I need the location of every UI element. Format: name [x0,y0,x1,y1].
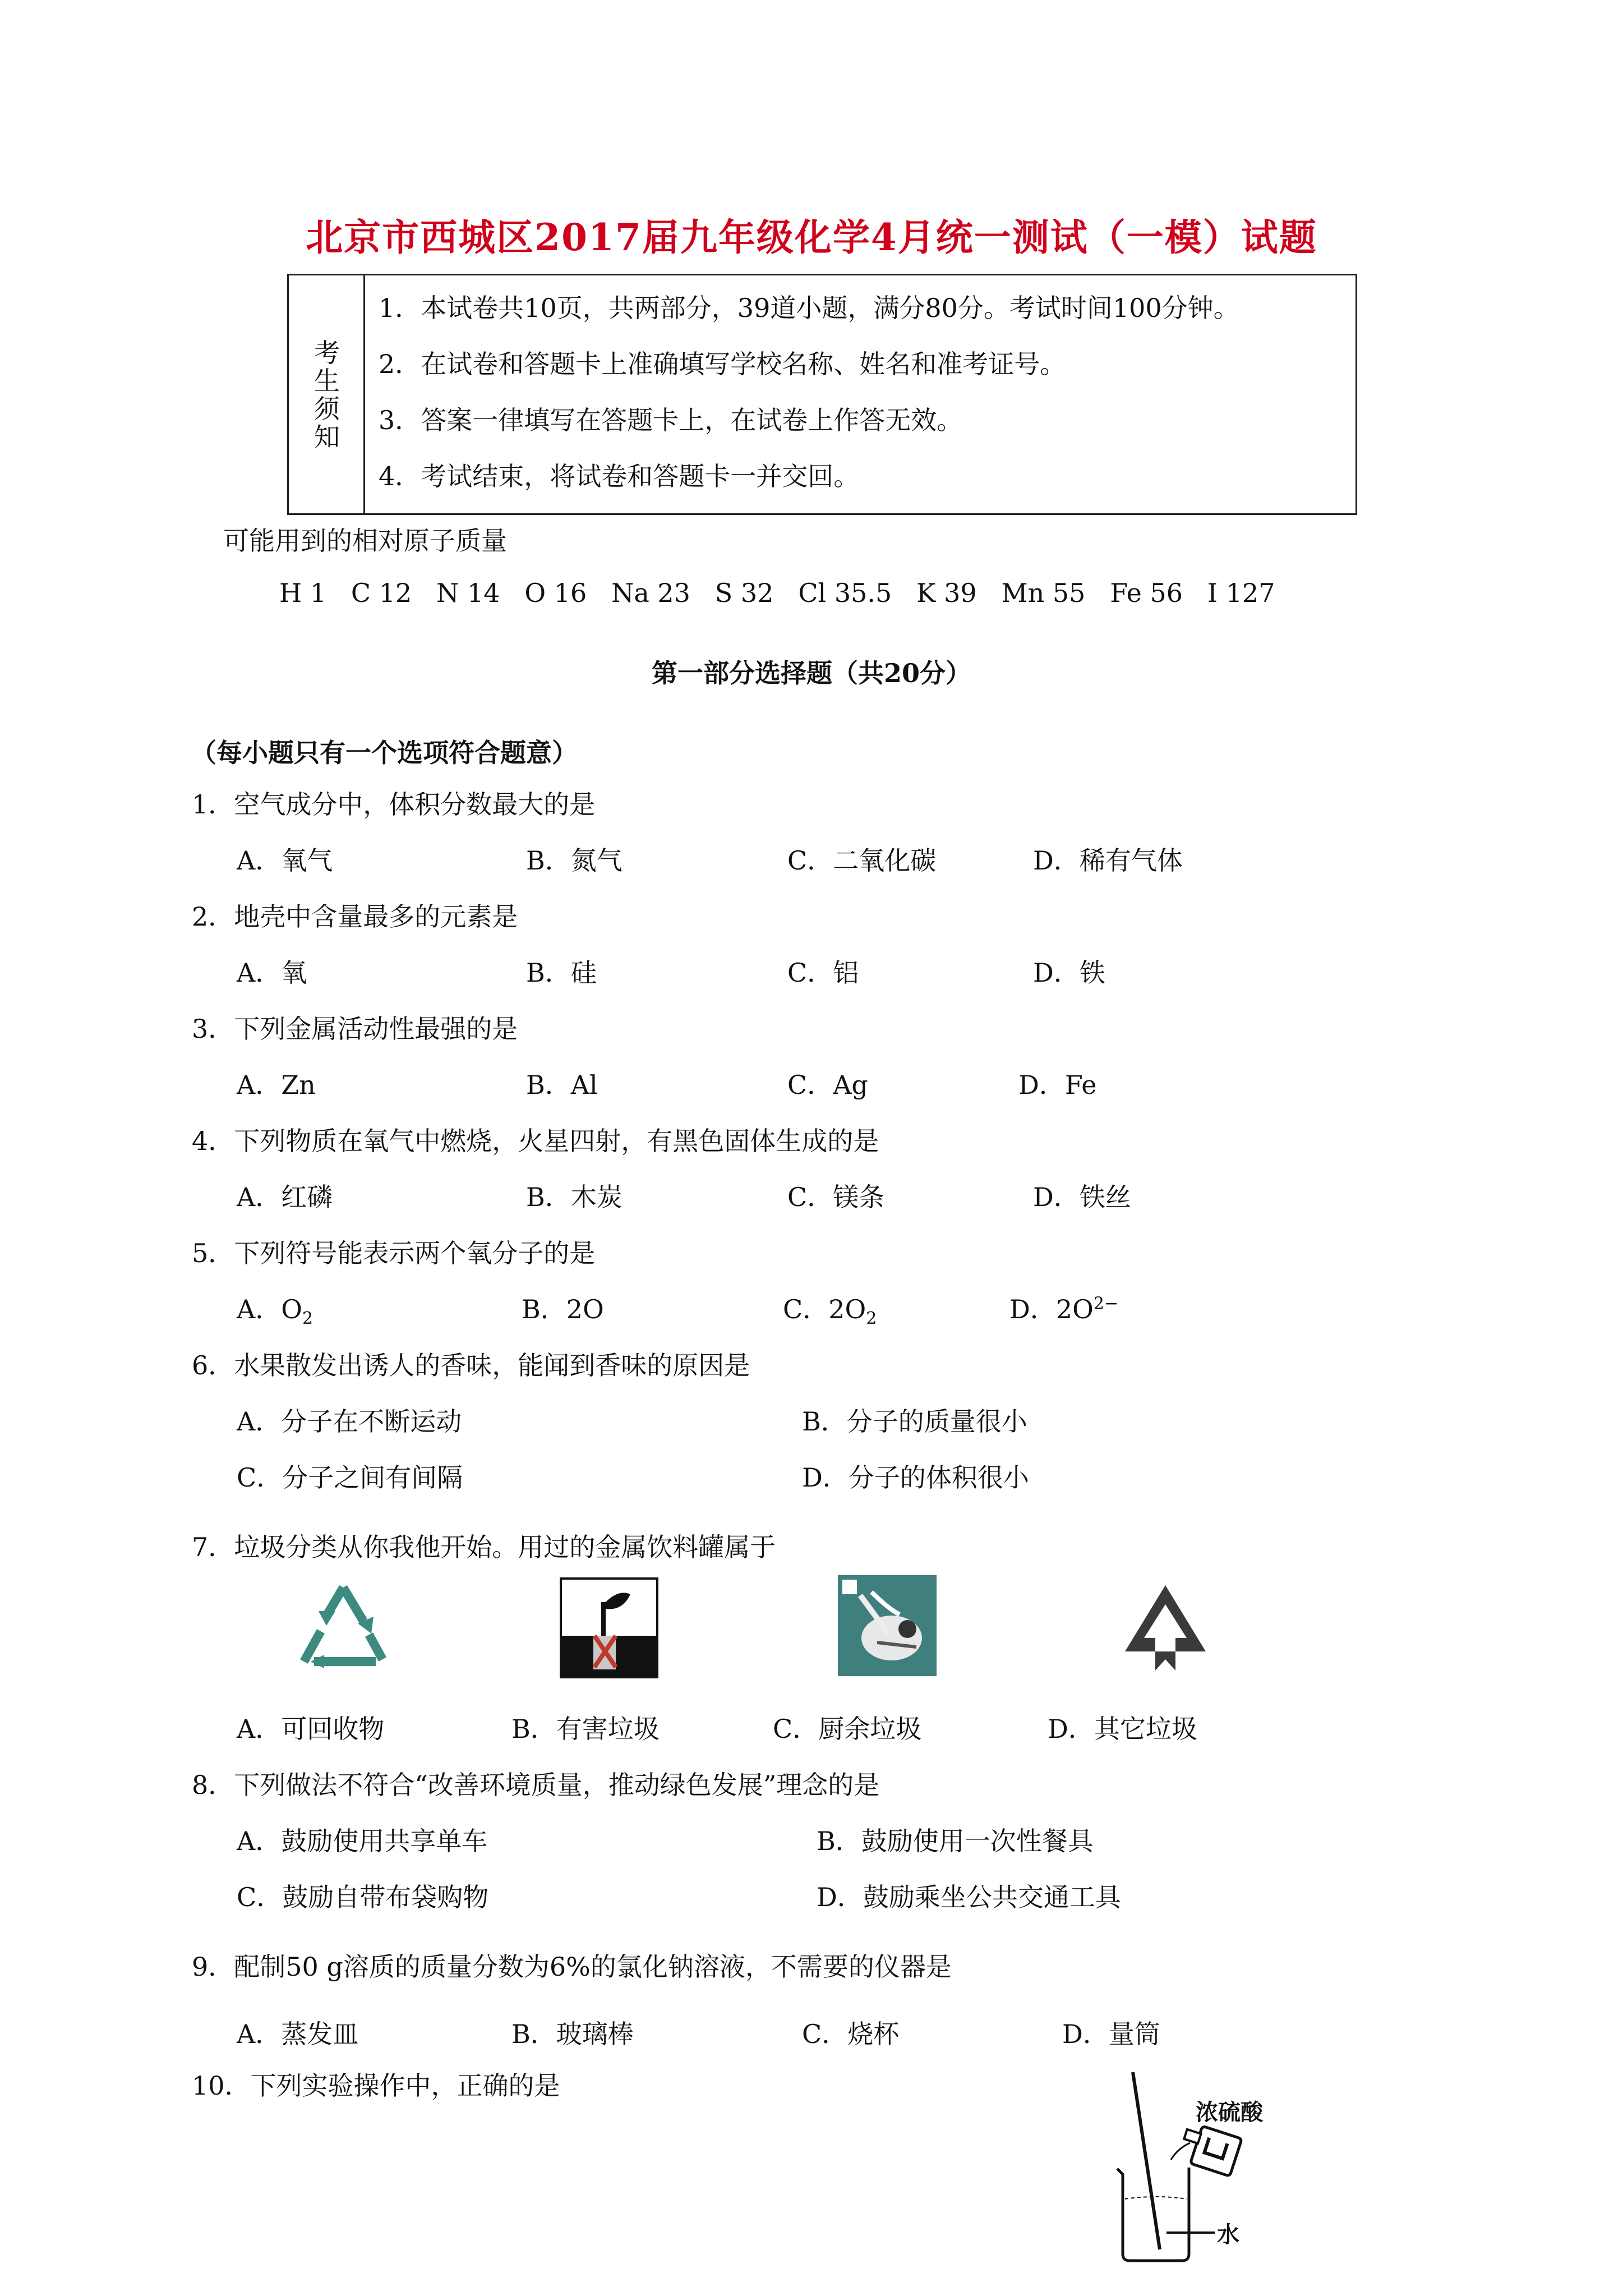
option-b: B．玻璃棒 [511,2019,634,2049]
notice-item: 1．本试卷共10页，共两部分，39道小题，满分80分。考试时间100分钟。 [379,293,1239,323]
option-b: B．Al [526,1070,598,1100]
option-a: A．氧 [237,958,307,988]
option-a: A．红磷 [237,1182,333,1212]
option-b: B．2O [522,1294,604,1324]
option-d: D．$2O^{2-}$ [1009,1294,1119,1324]
option-d: D．其它垃圾 [1048,1714,1197,1744]
notice-item: 4．考试结束，将试卷和答题卡一并交回。 [379,461,860,491]
kitchen-waste-icon [838,1575,937,1676]
atomic-mass-heading: 可能用到的相对原子质量 [223,526,507,556]
option-c: C．厨余垃圾 [773,1714,922,1744]
option-c: C．二氧化碳 [787,845,937,876]
option-d: D．量筒 [1062,2019,1160,2049]
question-stem: 8．下列做法不符合“改善环境质量，推动绿色发展”理念的是 [192,1770,880,1800]
option-b: B．分子的质量很小 [802,1406,1027,1437]
water-label: 水 [1217,2221,1239,2248]
option-d: D．分子的体积很小 [802,1462,1029,1493]
option-c: C．镁条 [787,1182,885,1212]
option-d: D．铁丝 [1033,1182,1131,1212]
option-c: C．$2O_2$ [783,1294,877,1329]
notice-side-char: 知 [314,422,340,452]
notice-item: 2．在试卷和答题卡上准确填写学校名称、姓名和准考证号。 [379,349,1066,379]
question-stem: 10．下列实验操作中，正确的是 [192,2070,560,2101]
recycle-icon [292,1577,395,1676]
option-b: B．鼓励使用一次性餐具 [817,1826,1094,1856]
question-stem: 2．地壳中含量最多的元素是 [192,901,518,932]
question-stem: 7．垃圾分类从你我他开始。用过的金属饮料罐属于 [192,1532,776,1562]
option-d: D．铁 [1033,958,1105,988]
option-c: C．Ag [787,1070,868,1100]
question-stem: 6．水果散发出诱人的香味，能闻到香味的原因是 [192,1350,750,1381]
option-b: B．木炭 [526,1182,623,1212]
exam-notice-box [287,274,1357,515]
option-b: B．有害垃圾 [511,1714,660,1744]
option-a: A．$O_2$ [237,1294,313,1329]
option-d: D．稀有气体 [1033,845,1183,876]
notice-side-char: 生 [314,366,340,396]
option-c: C．烧杯 [802,2019,900,2049]
question-stem: 9．配制50 g溶质的质量分数为6%的氯化钠溶液，不需要的仪器是 [192,1952,952,1982]
option-a: A．氧气 [237,845,333,876]
other-waste-icon [1114,1577,1217,1678]
notice-side-char: 考 [314,338,340,368]
page-title: 北京市西城区2017届九年级化学4月统一测试（一模）试题 [306,215,1317,259]
option-c: C．分子之间有间隔 [237,1462,463,1493]
harmful-waste-icon [560,1577,658,1678]
option-c: C．鼓励自带布袋购物 [237,1882,489,1912]
option-d: D．鼓励乘坐公共交通工具 [817,1882,1121,1912]
acid-label: 浓硫酸 [1196,2099,1263,2125]
notice-side-label [289,275,365,513]
question-stem: 4．下列物质在氧气中燃烧，火星四射，有黑色固体生成的是 [192,1126,879,1156]
atomic-mass-values: H 1 C 12 N 14 O 16 Na 23 S 32 Cl 35.5 K 39 Mn 55 Fe 56 I 127 [279,578,1275,608]
section-heading: 第一部分选择题（共20分） [651,658,971,688]
option-b: B．硅 [526,958,597,988]
notice-side-char: 须 [314,394,340,424]
option-a: A．鼓励使用共享单车 [237,1826,488,1856]
option-c: C．铝 [787,958,859,988]
option-a: A．可回收物 [237,1714,385,1744]
option-d: D．Fe [1018,1070,1097,1100]
option-b: B．氮气 [526,845,623,876]
question-stem: 1．空气成分中，体积分数最大的是 [192,789,596,820]
notice-item: 3．答案一律填写在答题卡上，在试卷上作答无效。 [379,405,963,435]
section-instruction: （每小题只有一个选项符合题意） [191,738,578,768]
dilution-figure [1110,2064,1312,2266]
option-a: A．分子在不断运动 [237,1406,462,1437]
question-stem: 5．下列符号能表示两个氧分子的是 [192,1238,596,1268]
option-a: A．蒸发皿 [237,2019,359,2049]
question-stem: 3．下列金属活动性最强的是 [192,1014,518,1044]
option-a: A．Zn [237,1070,316,1100]
